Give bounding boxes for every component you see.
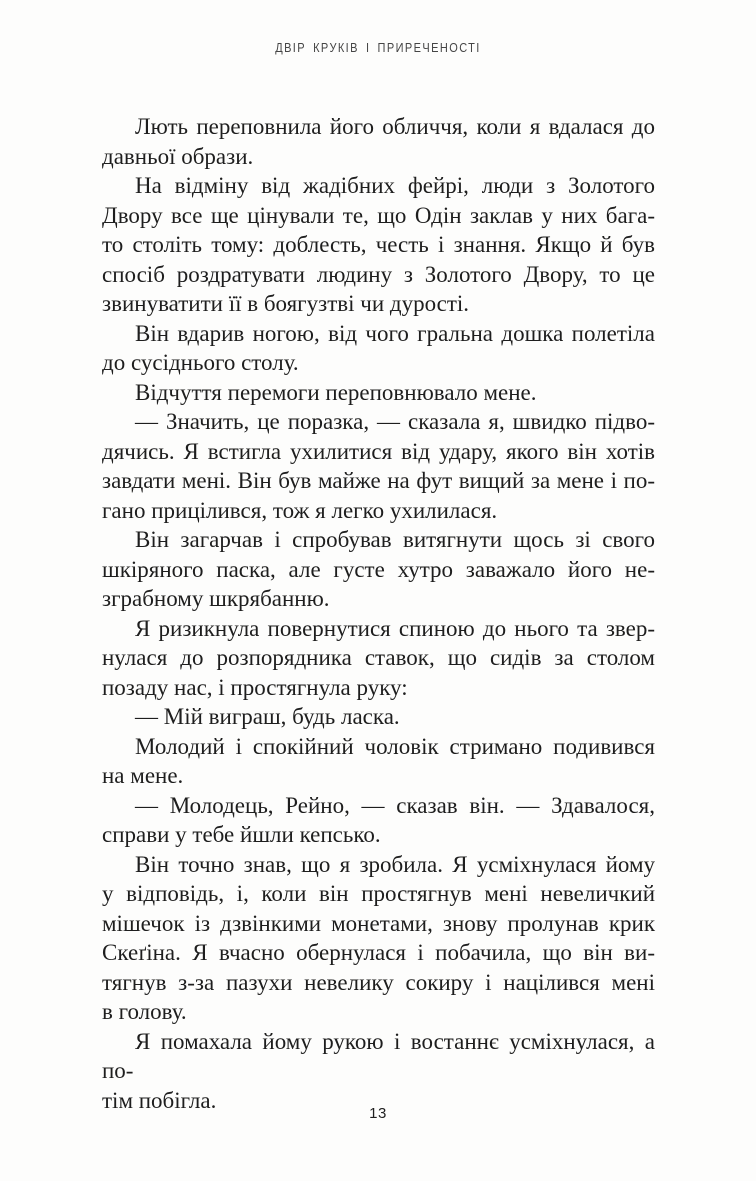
text-line: справи у тебе йшли кепсько. xyxy=(102,822,381,847)
text-line: Він точно знав, що я зробила. Я усміхнулася йому xyxy=(135,851,655,877)
paragraph xyxy=(102,319,655,378)
paragraph xyxy=(102,732,655,791)
paragraph xyxy=(102,1027,655,1116)
text-line: — Значить, це поразка, — сказала я, швидко підво- xyxy=(135,409,655,434)
text-line: На відміну від жадібних фейрі, люди з Золотого xyxy=(135,173,655,198)
paragraph xyxy=(102,702,655,732)
text-line: — Мій виграш, будь ласка. xyxy=(135,704,400,729)
text-line: дячись. Я встигла ухилитися від удару, якого він хотів xyxy=(102,438,655,464)
text-line: зграбному шкрябанню. xyxy=(102,586,330,611)
body-text-block xyxy=(102,112,655,1115)
text-line: тягнув з-за пазухи невелику сокиру і націлився мені xyxy=(102,969,655,995)
text-line: тім побігла. xyxy=(102,1087,217,1113)
paragraph xyxy=(102,614,655,703)
text-line: Відчуття перемоги переповнювало мене. xyxy=(135,379,537,405)
paragraph xyxy=(102,525,655,614)
text-line: Двору все ще цінували те, що Одін заклав у них бага- xyxy=(102,202,655,228)
text-line: завдати мені. Він був майже на фут вищий за мене і по- xyxy=(102,468,655,493)
text-line: — Молодець, Рейно, — сказав він. — Здавалося, xyxy=(135,792,655,818)
paragraph xyxy=(102,407,655,525)
text-line: Я помахала йому рукою і востаннє усміхнулася, а по- xyxy=(102,1028,655,1083)
text-line: Лють переповнила його обличчя, коли я вдалася до xyxy=(135,114,655,139)
text-line: до сусіднього столу. xyxy=(102,350,299,375)
text-line: Молодий і спокійний чоловік стримано подивився xyxy=(135,733,655,759)
text-line: на мене. xyxy=(102,763,184,788)
text-line: у відповідь, і, коли він простягнув мені невеличкий xyxy=(102,881,655,906)
text-line: гано прицілився, тож я легко ухилилася. xyxy=(102,497,498,523)
text-line: нулася до розпорядника ставок, що сидів за столом xyxy=(102,645,655,670)
text-line: давньої образи. xyxy=(102,143,254,169)
running-header-title: ДВІР КРУКІВ І ПРИРЕЧЕНОСТІ xyxy=(275,41,481,55)
text-line: Він загарчав і спробував витягнути щось зі свого xyxy=(135,527,655,552)
text-line: в голову. xyxy=(102,999,187,1024)
text-line: то століть тому: доблесть, честь і знання. Якщо й був xyxy=(102,232,655,257)
paragraph xyxy=(102,378,655,408)
page-number: 13 xyxy=(369,1105,387,1122)
text-line: шкіряного паска, але густе хутро заважало його не- xyxy=(102,556,655,582)
text-line: позаду нас, і простягнула руку: xyxy=(102,674,408,700)
paragraph xyxy=(102,850,655,1027)
text-line: Я ризикнула повернутися спиною до нього та звер- xyxy=(135,615,655,641)
paragraph xyxy=(102,171,655,319)
paragraph xyxy=(102,112,655,171)
paragraph xyxy=(102,791,655,850)
text-line: мішечок із дзвінкими монетами, знову пролунав крик xyxy=(102,910,655,936)
text-line: Він вдарив ногою, від чого гральна дошка полетіла xyxy=(135,320,655,346)
text-line: Скеґіна. Я вчасно обернулася і побачила, що він ви- xyxy=(102,940,655,965)
text-line: звинуватити її в боягузтві чи дурості. xyxy=(102,291,470,316)
text-line: спосіб роздратувати людину з Золотого Двору, то це xyxy=(102,261,655,287)
